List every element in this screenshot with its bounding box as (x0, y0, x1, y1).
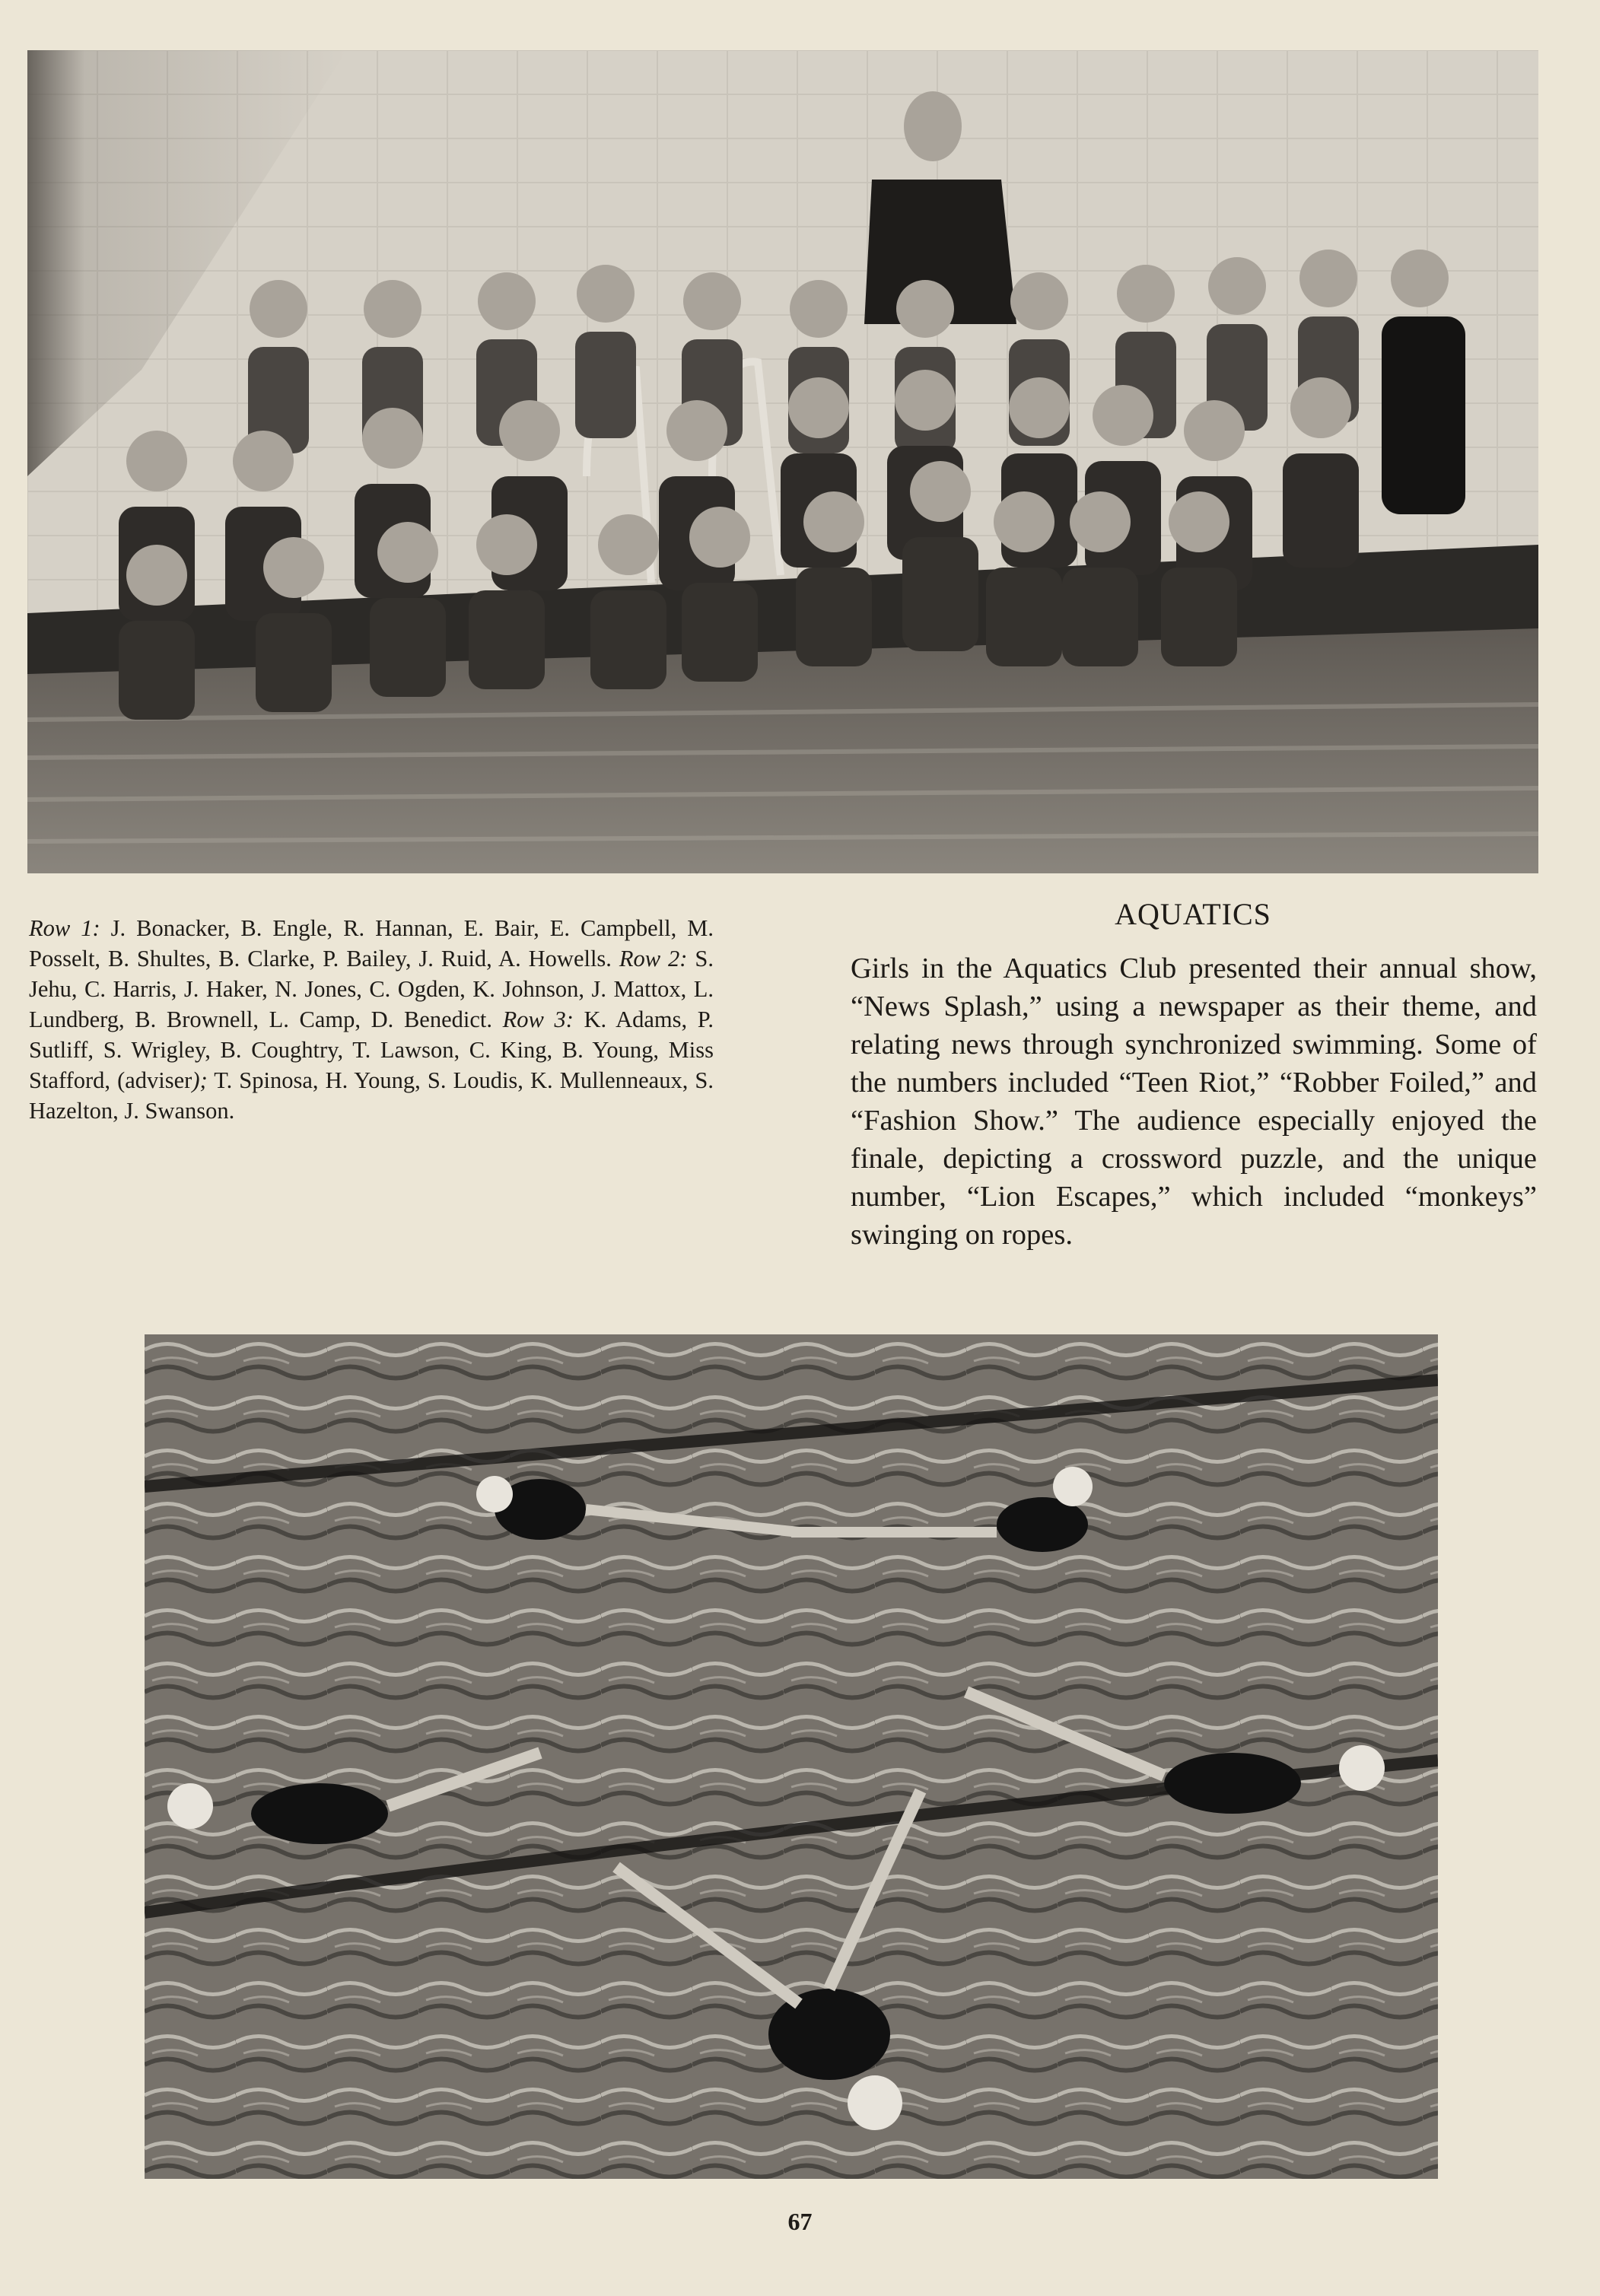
synchronized-swim-photo-drawing (145, 1334, 1438, 2179)
row-3-names-b: T. Spinosa, H. Young, S. Loudis, K. Mullenneaux, S. Hazelton, J. Swanson. (29, 1067, 714, 1124)
row-3-adviser-paren: ); (192, 1067, 208, 1093)
row-3-label: Row 3: (502, 1006, 574, 1032)
article-body: Girls in the Aquatics Club presented their annual show, “News Splash,” using a newspaper as their theme, and relating news through synchronized swimming. Some of the numbers included “Teen Riot,” “Robber Foiled,” and “Fashion Show.” The audience especially enjoyed the finale, depicting a crossword puzzle, and the unique number, “Lion Escapes,” which included “monkeys” swinging on ropes. (851, 952, 1537, 1251)
row-1-label: Row 1: (29, 915, 100, 941)
club-group-photo-drawing (27, 50, 1538, 873)
row-2-names: S. Jehu, C. Harris, J. Haker, N. Jones, C. Ogden, K. Johnson, J. Mattox, L. Lundberg, B. Brownell, L. Camp, D. Benedict. (29, 946, 714, 1032)
row-3-names-a: K. Adams, P. Sutliff, S. Wrigley, B. Coughtry, T. Lawson, C. King, B. Young, Miss Stafford, (adviser (29, 1006, 714, 1093)
row-2-label: Row 2: (619, 946, 688, 972)
page-number: 67 (787, 2208, 813, 2235)
synchronized-swim-photo (145, 1334, 1438, 2179)
article-title: AQUATICS (1115, 897, 1271, 931)
photo-caption (29, 913, 714, 1126)
row-1-names: J. Bonacker, B. Engle, R. Hannan, E. Bair, E. Campbell, M. Posselt, B. Shultes, B. Clarke, P. Bailey, J. Ruid, A. Howells. (29, 915, 714, 972)
club-group-photo (27, 50, 1538, 873)
